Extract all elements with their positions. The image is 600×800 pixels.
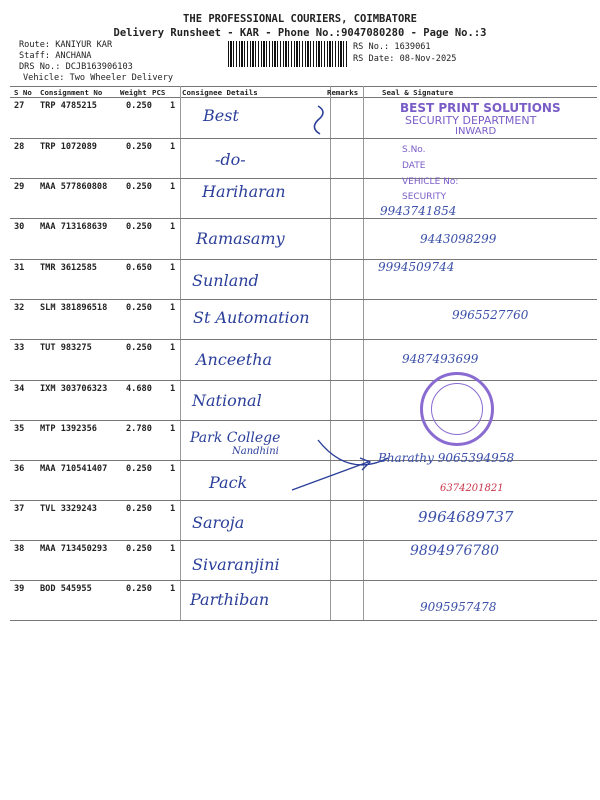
row-pcs: 1 — [170, 384, 176, 394]
row-consignment-no: TVL 3329243 — [40, 504, 97, 514]
consignee-handwritten: Ramasamy — [196, 229, 285, 248]
row-weight: 0.650 — [126, 263, 152, 273]
row-sno: 37 — [14, 504, 25, 514]
col-header-consignment: Consignment No — [40, 88, 103, 97]
row-consignment-no: TMR 3612585 — [40, 263, 97, 273]
stamp-date-field: DATE — [402, 161, 426, 171]
row-consignment-no: MAA 713168639 — [40, 222, 108, 232]
consignee-handwritten: Sivaranjini — [192, 555, 280, 574]
row-weight: 0.250 — [126, 544, 152, 554]
col-header-consignee: Consignee Details — [182, 88, 258, 97]
stamp-security-field: SECURITY — [402, 192, 447, 202]
row-pcs: 1 — [170, 142, 176, 152]
signature-phone: 9943741854 — [380, 204, 457, 218]
row-pcs: 1 — [170, 464, 176, 474]
row-pcs: 1 — [170, 263, 176, 273]
row-weight: 0.250 — [126, 343, 152, 353]
signature-phone: 6374201821 — [440, 483, 504, 494]
remark-mark — [314, 106, 323, 134]
drs-label: DRS No.: DCJB163906103 — [19, 62, 133, 72]
signature-phone: 9095957478 — [420, 600, 497, 614]
consignee-handwritten: Hariharan — [202, 182, 286, 201]
vehicle-label: Vehicle: Two Wheeler Delivery — [23, 73, 174, 83]
consignee-handwritten: National — [192, 391, 262, 410]
row-weight: 0.250 — [126, 222, 152, 232]
row-weight: 0.250 — [126, 584, 152, 594]
row-sno: 34 — [14, 384, 25, 394]
stamp-department: SECURITY DEPARTMENT — [405, 114, 537, 127]
col-header-remarks: Remarks — [327, 88, 359, 97]
row-pcs: 1 — [170, 424, 176, 434]
row-pcs: 1 — [170, 343, 176, 353]
row-consignment-no: MAA 577860808 — [40, 182, 108, 192]
row-consignment-no: BOD 545955 — [40, 584, 92, 594]
row-sno: 32 — [14, 303, 25, 313]
consignee-handwritten: Parthiban — [190, 590, 270, 609]
row-sno: 35 — [14, 424, 25, 434]
row-consignment-no: TRP 4785215 — [40, 101, 97, 111]
staff-label: Staff: ANCHANA — [19, 51, 92, 61]
row-weight: 0.250 — [126, 303, 152, 313]
row-sno: 39 — [14, 584, 25, 594]
consignee-handwritten-extra: Nandhini — [232, 446, 279, 457]
stamp-vehicle-field: VEHICLE No: — [402, 177, 459, 187]
stamp-inward: INWARD — [455, 126, 497, 137]
signature-phone: 9894976780 — [410, 543, 500, 559]
consignee-handwritten: Sunland — [192, 271, 259, 290]
consignee-handwritten: St Automation — [193, 308, 310, 327]
consignee-handwritten: -do- — [215, 150, 246, 169]
consignee-handwritten: Saroja — [192, 513, 245, 532]
consignee-handwritten: Anceetha — [196, 350, 273, 369]
row-sno: 28 — [14, 142, 25, 152]
row-consignment-no: IXM 303706323 — [40, 384, 108, 394]
col-header-seal: Seal & Signature — [382, 88, 454, 97]
row-consignment-no: MTP 1392356 — [40, 424, 97, 434]
row-weight: 4.680 — [126, 384, 152, 394]
row-consignment-no: TRP 1072089 — [40, 142, 97, 152]
row-consignment-no: SLM 381896518 — [40, 303, 108, 313]
row-weight: 0.250 — [126, 464, 152, 474]
row-pcs: 1 — [170, 182, 176, 192]
consignee-handwritten: Best — [203, 106, 239, 125]
row-sno: 31 — [14, 263, 25, 273]
consignee-handwritten: Park College — [190, 430, 281, 446]
signature-phone: 9994509744 — [378, 260, 455, 274]
rs-number: RS No.: 1639061 — [353, 42, 431, 52]
stamp-company: BEST PRINT SOLUTIONS — [400, 101, 561, 115]
signature-phone: 9965527760 — [452, 308, 529, 322]
consignee-handwritten: Pack — [209, 473, 248, 492]
row-pcs: 1 — [170, 544, 176, 554]
row-consignment-no: TUT 983275 — [40, 343, 92, 353]
row-sno: 36 — [14, 464, 25, 474]
col-header-weight: Weight — [120, 88, 147, 97]
col-header-sno: S No — [14, 88, 32, 97]
route-label: Route: KANIYUR KAR — [19, 40, 113, 50]
row-sno: 38 — [14, 544, 25, 554]
arrow-line — [292, 462, 368, 490]
signature-phone: 9487493699 — [402, 352, 479, 366]
row-pcs: 1 — [170, 504, 176, 514]
row-pcs: 1 — [170, 584, 176, 594]
row-weight: 0.250 — [126, 504, 152, 514]
row-pcs: 1 — [170, 222, 176, 232]
company-seal — [420, 372, 494, 446]
document-title: THE PROFESSIONAL COURIERS, COIMBATORE — [183, 13, 417, 25]
row-weight: 2.780 — [126, 424, 152, 434]
signature-phone: 9443098299 — [420, 232, 497, 246]
col-header-pcs: PCS — [152, 88, 166, 97]
stamp-sno-field: S.No. — [402, 145, 426, 155]
row-sno: 33 — [14, 343, 25, 353]
row-sno: 29 — [14, 182, 25, 192]
row-consignment-no: MAA 713450293 — [40, 544, 108, 554]
signature-phone: 9964689737 — [418, 508, 514, 526]
signature-phone: Bharathy 9065394958 — [378, 451, 515, 465]
row-consignment-no: MAA 710541407 — [40, 464, 108, 474]
row-weight: 0.250 — [126, 142, 152, 152]
rs-date: RS Date: 08-Nov-2025 — [353, 54, 457, 64]
row-weight: 0.250 — [126, 182, 152, 192]
row-pcs: 1 — [170, 303, 176, 313]
row-weight: 0.250 — [126, 101, 152, 111]
document-subtitle: Delivery Runsheet - KAR - Phone No.:9047080280 - Page No.:3 — [113, 27, 487, 39]
row-sno: 30 — [14, 222, 25, 232]
row-sno: 27 — [14, 101, 25, 111]
row-pcs: 1 — [170, 101, 176, 111]
